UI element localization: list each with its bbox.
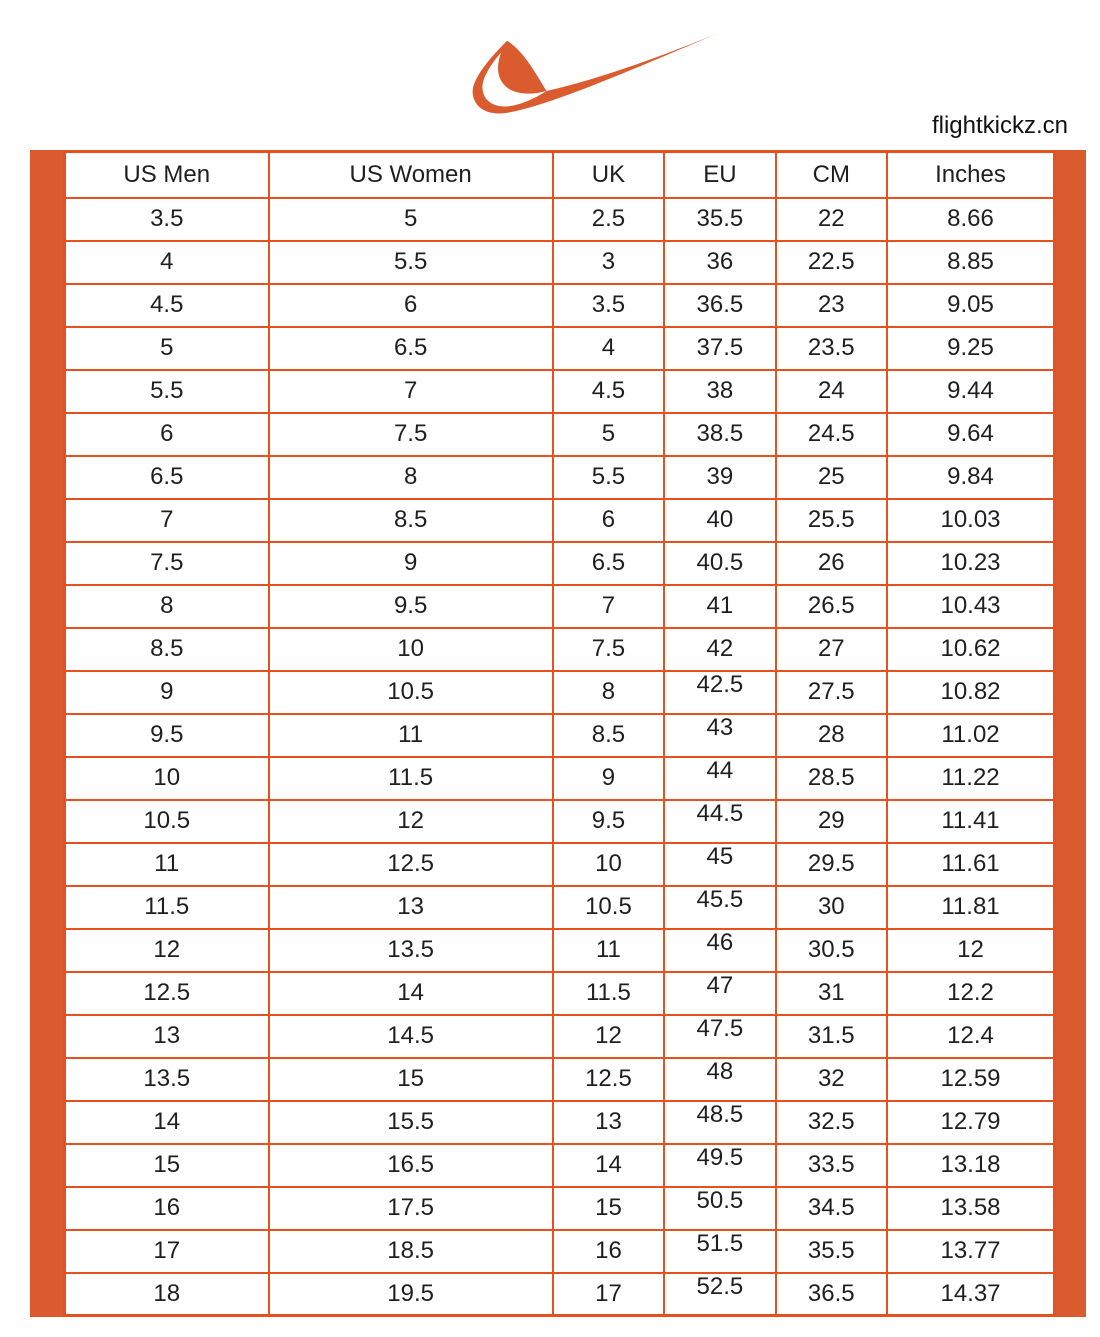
table-cell: 38.5 bbox=[664, 413, 775, 456]
table-cell: 14.37 bbox=[887, 1273, 1055, 1316]
table-cell: 3.5 bbox=[65, 198, 269, 241]
table-row bbox=[65, 456, 1055, 499]
table-cell: 13.5 bbox=[65, 1058, 269, 1101]
table-cell: 28 bbox=[776, 714, 887, 757]
table-row bbox=[65, 370, 1055, 413]
table-row bbox=[65, 241, 1055, 284]
table-cell: 29.5 bbox=[776, 843, 887, 886]
table-cell: 10 bbox=[553, 843, 664, 886]
column-header: Inches bbox=[887, 152, 1055, 198]
table-cell: 11 bbox=[553, 929, 664, 972]
table-row bbox=[65, 284, 1055, 327]
table-cell: 12.5 bbox=[553, 1058, 664, 1101]
table-cell: 13.18 bbox=[887, 1144, 1055, 1187]
table-row bbox=[65, 628, 1055, 671]
table-cell: 8.66 bbox=[887, 198, 1055, 241]
table-cell: 15.5 bbox=[269, 1101, 553, 1144]
table-body bbox=[65, 198, 1055, 1316]
table-cell: 11 bbox=[269, 714, 553, 757]
column-header: CM bbox=[776, 152, 887, 198]
table-cell: 7.5 bbox=[269, 413, 553, 456]
table-cell: 12.5 bbox=[269, 843, 553, 886]
table-cell: 11.81 bbox=[887, 886, 1055, 929]
table-cell: 23 bbox=[776, 284, 887, 327]
table-cell: 31.5 bbox=[776, 1015, 887, 1058]
nike-logo bbox=[450, 33, 716, 118]
column-header: UK bbox=[553, 152, 664, 198]
table-cell: 9.5 bbox=[269, 585, 553, 628]
table-cell: 8.5 bbox=[65, 628, 269, 671]
table-cell: 5 bbox=[269, 198, 553, 241]
table-cell: 9.5 bbox=[65, 714, 269, 757]
table-row bbox=[65, 1273, 1055, 1316]
table-cell: 7.5 bbox=[65, 542, 269, 585]
table-cell: 16 bbox=[65, 1187, 269, 1230]
table-cell: 24.5 bbox=[776, 413, 887, 456]
table-cell: 36.5 bbox=[664, 284, 775, 327]
table-cell: 7.5 bbox=[553, 628, 664, 671]
table-cell: 14 bbox=[553, 1144, 664, 1187]
table-row bbox=[65, 886, 1055, 929]
table-cell: 44 bbox=[664, 757, 775, 800]
table-cell: 8.5 bbox=[553, 714, 664, 757]
table-cell: 43 bbox=[664, 714, 775, 757]
table-cell: 32.5 bbox=[776, 1101, 887, 1144]
table-cell: 3 bbox=[553, 241, 664, 284]
column-header: EU bbox=[664, 152, 775, 198]
table-cell: 19.5 bbox=[269, 1273, 553, 1316]
right-accent-bar bbox=[1056, 150, 1086, 1317]
table-row bbox=[65, 800, 1055, 843]
left-accent-bar bbox=[30, 150, 63, 1317]
table-cell: 9.44 bbox=[887, 370, 1055, 413]
table-cell: 14 bbox=[65, 1101, 269, 1144]
table-cell: 8 bbox=[269, 456, 553, 499]
table-cell: 6.5 bbox=[269, 327, 553, 370]
table-row bbox=[65, 198, 1055, 241]
table-row bbox=[65, 1058, 1055, 1101]
table-cell: 41 bbox=[664, 585, 775, 628]
table-cell: 37.5 bbox=[664, 327, 775, 370]
table-cell: 8.85 bbox=[887, 241, 1055, 284]
table-cell: 10.5 bbox=[553, 886, 664, 929]
table-cell: 42 bbox=[664, 628, 775, 671]
table-cell: 34.5 bbox=[776, 1187, 887, 1230]
table-row bbox=[65, 757, 1055, 800]
table-cell: 5.5 bbox=[269, 241, 553, 284]
table-cell: 12 bbox=[65, 929, 269, 972]
table-cell: 10.03 bbox=[887, 499, 1055, 542]
table-cell: 14 bbox=[269, 972, 553, 1015]
table-cell: 9.25 bbox=[887, 327, 1055, 370]
table-cell: 25 bbox=[776, 456, 887, 499]
table-cell: 7 bbox=[553, 585, 664, 628]
nike-swoosh-icon bbox=[450, 33, 716, 118]
site-label: flightkickz.cn bbox=[931, 112, 1068, 139]
table-cell: 36 bbox=[664, 241, 775, 284]
table-cell: 51.5 bbox=[664, 1230, 775, 1273]
table-cell: 50.5 bbox=[664, 1187, 775, 1230]
table-row bbox=[65, 843, 1055, 886]
table-cell: 15 bbox=[65, 1144, 269, 1187]
table-cell: 48.5 bbox=[664, 1101, 775, 1144]
table-cell: 13 bbox=[269, 886, 553, 929]
table-cell: 40.5 bbox=[664, 542, 775, 585]
table-cell: 12.79 bbox=[887, 1101, 1055, 1144]
table-cell: 23.5 bbox=[776, 327, 887, 370]
table-cell: 25.5 bbox=[776, 499, 887, 542]
table-cell: 6.5 bbox=[65, 456, 269, 499]
table-cell: 13.77 bbox=[887, 1230, 1055, 1273]
table-cell: 4.5 bbox=[553, 370, 664, 413]
table-row bbox=[65, 1015, 1055, 1058]
table-row bbox=[65, 714, 1055, 757]
table-row bbox=[65, 1144, 1055, 1187]
table-cell: 11.5 bbox=[65, 886, 269, 929]
table-cell: 9.84 bbox=[887, 456, 1055, 499]
table-cell: 4 bbox=[553, 327, 664, 370]
table-cell: 5 bbox=[65, 327, 269, 370]
table-cell: 17.5 bbox=[269, 1187, 553, 1230]
table-cell: 27 bbox=[776, 628, 887, 671]
table-cell: 32 bbox=[776, 1058, 887, 1101]
table-cell: 26.5 bbox=[776, 585, 887, 628]
table-cell: 17 bbox=[65, 1230, 269, 1273]
table-cell: 10.82 bbox=[887, 671, 1055, 714]
table-cell: 52.5 bbox=[664, 1273, 775, 1316]
table-cell: 10.5 bbox=[269, 671, 553, 714]
table-cell: 13.5 bbox=[269, 929, 553, 972]
table-cell: 14.5 bbox=[269, 1015, 553, 1058]
table-cell: 3.5 bbox=[553, 284, 664, 327]
table-cell: 12.59 bbox=[887, 1058, 1055, 1101]
table-cell: 2.5 bbox=[553, 198, 664, 241]
table-cell: 9.64 bbox=[887, 413, 1055, 456]
table-cell: 49.5 bbox=[664, 1144, 775, 1187]
table-cell: 8.5 bbox=[269, 499, 553, 542]
table-row bbox=[65, 972, 1055, 1015]
table-cell: 4 bbox=[65, 241, 269, 284]
table-cell: 16 bbox=[553, 1230, 664, 1273]
table-cell: 5 bbox=[553, 413, 664, 456]
table-cell: 22.5 bbox=[776, 241, 887, 284]
table-row bbox=[65, 1187, 1055, 1230]
table-row bbox=[65, 1230, 1055, 1273]
header-row bbox=[65, 152, 1055, 198]
table-cell: 4.5 bbox=[65, 284, 269, 327]
table-cell: 31 bbox=[776, 972, 887, 1015]
table-cell: 11.5 bbox=[553, 972, 664, 1015]
table-cell: 48 bbox=[664, 1058, 775, 1101]
table-cell: 26 bbox=[776, 542, 887, 585]
table-row bbox=[65, 413, 1055, 456]
table-cell: 13.58 bbox=[887, 1187, 1055, 1230]
table-cell: 12 bbox=[887, 929, 1055, 972]
table-row bbox=[65, 327, 1055, 370]
table-cell: 6 bbox=[65, 413, 269, 456]
table-cell: 45 bbox=[664, 843, 775, 886]
table-cell: 46 bbox=[664, 929, 775, 972]
table-cell: 29 bbox=[776, 800, 887, 843]
column-header: US Men bbox=[65, 152, 269, 198]
table-cell: 7 bbox=[269, 370, 553, 413]
table-cell: 15 bbox=[269, 1058, 553, 1101]
size-table bbox=[63, 150, 1056, 1317]
table-cell: 11.41 bbox=[887, 800, 1055, 843]
table-row bbox=[65, 671, 1055, 714]
table-cell: 6.5 bbox=[553, 542, 664, 585]
table-cell: 15 bbox=[553, 1187, 664, 1230]
table-cell: 13 bbox=[553, 1101, 664, 1144]
table-cell: 10 bbox=[65, 757, 269, 800]
table-cell: 5.5 bbox=[65, 370, 269, 413]
table-cell: 9 bbox=[65, 671, 269, 714]
table-cell: 6 bbox=[553, 499, 664, 542]
table-row bbox=[65, 585, 1055, 628]
table-cell: 12 bbox=[553, 1015, 664, 1058]
table-cell: 42.5 bbox=[664, 671, 775, 714]
table-cell: 16.5 bbox=[269, 1144, 553, 1187]
table-cell: 18 bbox=[65, 1273, 269, 1316]
table-cell: 12.5 bbox=[65, 972, 269, 1015]
table-cell: 12.4 bbox=[887, 1015, 1055, 1058]
table-cell: 33.5 bbox=[776, 1144, 887, 1187]
table-cell: 11.02 bbox=[887, 714, 1055, 757]
table-cell: 10.43 bbox=[887, 585, 1055, 628]
table-cell: 11 bbox=[65, 843, 269, 886]
table-cell: 9.5 bbox=[553, 800, 664, 843]
table-cell: 5.5 bbox=[553, 456, 664, 499]
table-cell: 8 bbox=[65, 585, 269, 628]
table-cell: 22 bbox=[776, 198, 887, 241]
table-cell: 10.62 bbox=[887, 628, 1055, 671]
table-cell: 9.05 bbox=[887, 284, 1055, 327]
table-cell: 18.5 bbox=[269, 1230, 553, 1273]
table-cell: 11.5 bbox=[269, 757, 553, 800]
table-cell: 47.5 bbox=[664, 1015, 775, 1058]
table-cell: 9 bbox=[269, 542, 553, 585]
table-cell: 24 bbox=[776, 370, 887, 413]
table-cell: 35.5 bbox=[664, 198, 775, 241]
table-cell: 40 bbox=[664, 499, 775, 542]
table-cell: 44.5 bbox=[664, 800, 775, 843]
column-header: US Women bbox=[269, 152, 553, 198]
table-cell: 13 bbox=[65, 1015, 269, 1058]
table-cell: 12.2 bbox=[887, 972, 1055, 1015]
table-cell: 38 bbox=[664, 370, 775, 413]
size-chart bbox=[30, 150, 1086, 1317]
table-cell: 11.22 bbox=[887, 757, 1055, 800]
table-cell: 30 bbox=[776, 886, 887, 929]
table-cell: 11.61 bbox=[887, 843, 1055, 886]
table-row bbox=[65, 1101, 1055, 1144]
table-cell: 8 bbox=[553, 671, 664, 714]
table-row bbox=[65, 929, 1055, 972]
table-cell: 45.5 bbox=[664, 886, 775, 929]
table-cell: 7 bbox=[65, 499, 269, 542]
table-cell: 36.5 bbox=[776, 1273, 887, 1316]
table-cell: 9 bbox=[553, 757, 664, 800]
table-cell: 6 bbox=[269, 284, 553, 327]
table-cell: 27.5 bbox=[776, 671, 887, 714]
table-cell: 47 bbox=[664, 972, 775, 1015]
table-cell: 39 bbox=[664, 456, 775, 499]
table-cell: 17 bbox=[553, 1273, 664, 1316]
table-cell: 28.5 bbox=[776, 757, 887, 800]
table-cell: 35.5 bbox=[776, 1230, 887, 1273]
table-row bbox=[65, 542, 1055, 585]
table-cell: 10 bbox=[269, 628, 553, 671]
table-cell: 12 bbox=[269, 800, 553, 843]
table-cell: 10.5 bbox=[65, 800, 269, 843]
table-cell: 30.5 bbox=[776, 929, 887, 972]
table-row bbox=[65, 499, 1055, 542]
table-cell: 10.23 bbox=[887, 542, 1055, 585]
